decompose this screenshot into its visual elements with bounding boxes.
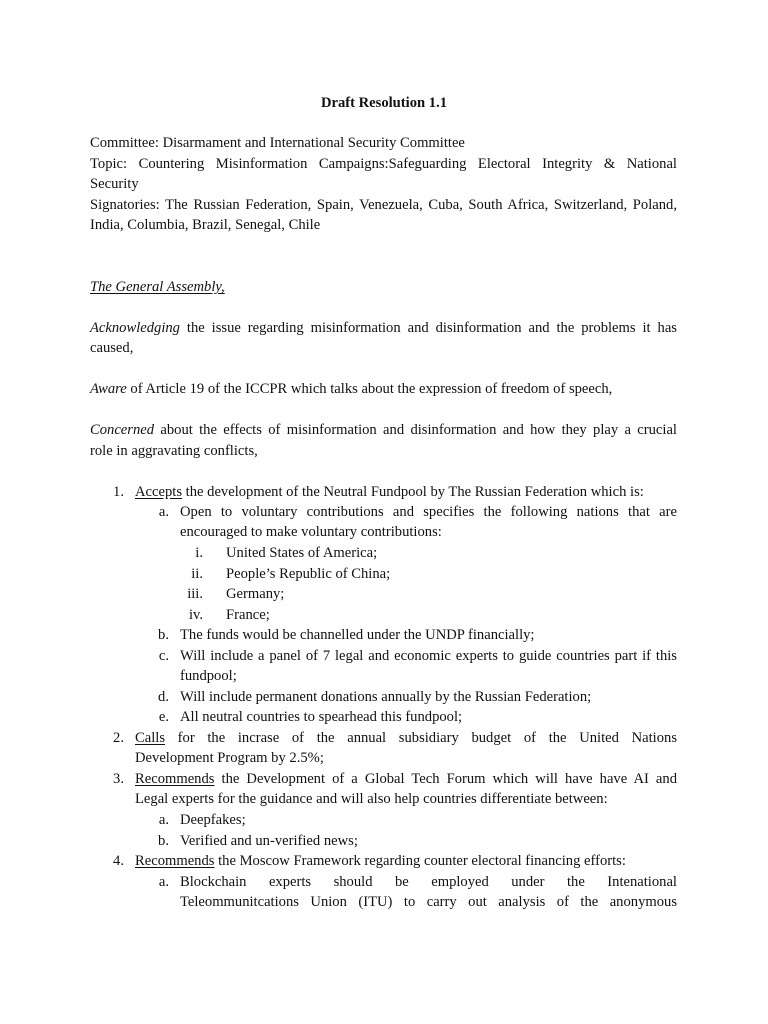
signatories-line-2: India, Columbia, Brazil, Senegal, Chile (90, 217, 321, 233)
sub-clause-number: c. (158, 648, 169, 664)
preamble-concerned-2: role in aggravating conflicts, (90, 443, 258, 459)
roman-number: iv. (188, 607, 203, 623)
roman-number: ii. (191, 566, 203, 582)
clause-3-line-2: Legal experts for the guidance and will also help countries differentiate between: (135, 791, 608, 807)
clause-number: 2. (113, 730, 124, 746)
preamble-acknowledging-2: caused, (90, 340, 134, 356)
sub-clause-number: b. (158, 833, 169, 849)
committee-line: Committee: Disarmament and International Security Committee (90, 135, 465, 151)
roman-number: i. (195, 545, 203, 561)
clause-1a-2: encouraged to make voluntary contributions: (180, 524, 442, 540)
clause-3a: Deepfakes; (180, 812, 246, 828)
topic-line-2: Security (90, 176, 139, 192)
clause-2: Calls for the incrase of the annual subsidiary budget of the United Nations (135, 730, 677, 746)
clause-1a-i: United States of America; (226, 545, 378, 561)
clause-3b: Verified and un-verified news; (180, 833, 358, 849)
clause-1d: Will include permanent donations annually by the Russian Federation; (180, 689, 592, 705)
clause-4: Recommends the Moscow Framework regarding counter electoral financing efforts: (135, 853, 626, 869)
clause-4a-2: Teleommunitcations Union (ITU) to carry out analysis of the anonymous (180, 894, 677, 910)
sub-clause-number: a. (158, 874, 169, 890)
clause-1c-2: fundpool; (180, 668, 237, 684)
sub-clause-number: b. (158, 627, 169, 643)
clause-1a: Open to voluntary contributions and specifies the following nations that are (180, 504, 677, 520)
signatories-line: Signatories: The Russian Federation, Spain, Venezuela, Cuba, South Africa, Switzerland, Poland, (90, 197, 677, 213)
clause-4a: Blockchain experts should be employed under the Intenational (180, 874, 677, 890)
clause-3: Recommends the Development of a Global Tech Forum which will have have AI and (135, 771, 677, 787)
clause-1e: All neutral countries to spearhead this fundpool; (180, 709, 463, 725)
roman-number: iii. (187, 586, 203, 602)
clause-1c: Will include a panel of 7 legal and economic experts to guide countries part if this (180, 648, 677, 664)
sub-clause-number: a. (158, 504, 169, 520)
topic-line: Topic: Countering Misinformation Campaigns:Safeguarding Electoral Integrity & National (90, 156, 677, 172)
preamble-acknowledging: Acknowledging the issue regarding misinformation and disinformation and the problems it has (90, 320, 677, 336)
sub-clause-number: a. (158, 812, 169, 828)
preamble-aware: Aware of Article 19 of the ICCPR which talks about the expression of freedom of speech, (90, 381, 613, 397)
preamble-concerned: Concerned about the effects of misinformation and disinformation and how they play a crucial (90, 422, 677, 438)
general-assembly-heading: The General Assembly, (90, 279, 225, 295)
clause-number: 1. (113, 484, 124, 500)
clause-1a-iii: Germany; (226, 586, 285, 602)
clause-1a-iv: France; (226, 607, 270, 623)
clause-number: 3. (113, 771, 124, 787)
sub-clause-number: d. (158, 689, 169, 705)
sub-clause-number: e. (158, 709, 169, 725)
clause-1a-ii: People’s Republic of China; (226, 566, 391, 582)
clause-1: Accepts the development of the Neutral Fundpool by The Russian Federation which is: (135, 484, 644, 500)
clause-number: 4. (113, 853, 124, 869)
page-title: Draft Resolution 1.1 (320, 95, 448, 111)
clause-2-line-2: Development Program by 2.5%; (135, 750, 324, 766)
clause-1b: The funds would be channelled under the UNDP financially; (180, 627, 535, 643)
